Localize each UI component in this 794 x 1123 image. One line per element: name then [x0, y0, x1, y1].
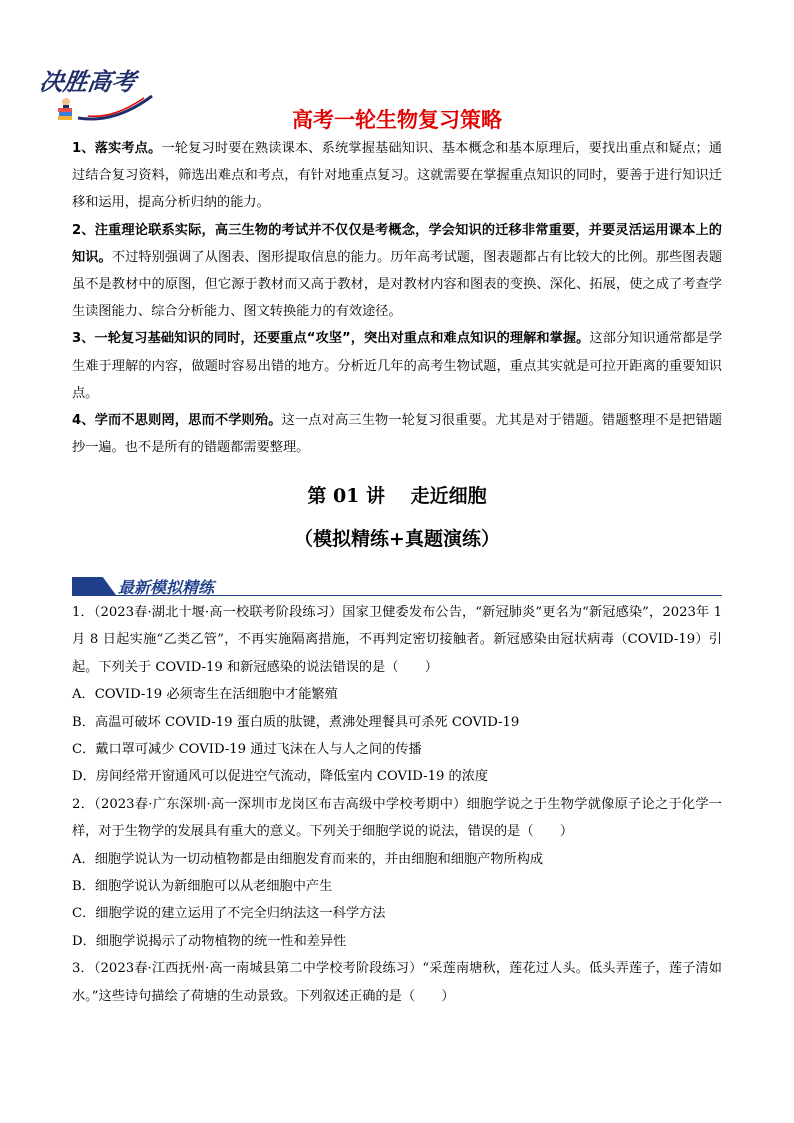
study-tips: [72, 135, 722, 461]
answer-option: C．戴口罩可减少 COVID-19 通过飞沫在人与人之间的传播: [72, 742, 422, 758]
answer-option: A．COVID-19 必须寄生在活细胞中才能繁殖: [72, 687, 338, 703]
document-title: 高考一轮生物复习策略: [292, 108, 502, 132]
lecture-subtitle: （模拟精练+真题演练）: [294, 528, 500, 550]
tip-text: 一轮复习时要在熟读课本、系统掌握基础知识、基本概念和基本原理后，要找出重点和疑点；通过结合复习资料，筛选出难点和考点，有针对地重点复习。这就需要在掌握重点知识的同时，要善于进行知识迁移和运用，提高分析归纳的能力。: [72, 141, 722, 211]
tip-paragraph: [72, 325, 722, 407]
answer-option: C．细胞学说的建立运用了不完全归纳法这一科学方法: [72, 906, 386, 922]
section-header: [72, 575, 732, 597]
logo-text: 决胜高考: [37, 68, 138, 96]
section-bar-decoration: [72, 577, 116, 595]
answer-option: B．细胞学说认为新细胞可以从老细胞中产生: [72, 879, 333, 895]
tip-paragraph: [72, 135, 722, 217]
answer-option: D．细胞学说揭示了动物植物的统一性和差异性: [72, 933, 347, 949]
question-stem: 3．（2023春·江西抚州·高一南城县第二中学校考阶段练习）“采莲南塘秋，莲花过人头。低头弄莲子，莲子清如水。”这些诗句描绘了荷塘的生动景致。下列叙述正确的是（ ）: [72, 961, 722, 1004]
tip-text: 这部分知识通常都是学生难于理解的内容，做题时容易出错的地方。分析近几年的高考生物试题，重点其实就是可拉开距离的重要知识点。: [72, 331, 723, 401]
tip-paragraph: [72, 407, 722, 461]
question-stem: 2．（2023春·广东深圳·高一深圳市龙岗区布吉高级中学校考期中）细胞学说之于生物学就像原子论之于化学一样，对于生物学的发展具有重大的意义。下列关于细胞学说的说法，错误的是（ ）: [72, 796, 722, 840]
tip-heading: 4、学而不思则罔，思而不学则殆。: [72, 413, 282, 429]
tip-text: 这一点对高三生物一轮复习很重要。尤其是对于错题。错题整理不是把错题抄一遍。也不是所有的错题都需要整理。: [72, 413, 722, 456]
question-stem: 1．（2023春·湖北十堰·高一校联考阶段练习）国家卫健委发布公告，“新冠肺炎”更名为“新冠感染”，2023年 1 月 8 日起实施“乙类乙管”，不再实施隔离措施，不再判定密切接触者。新冠感染由冠状病毒（COVID-19）引起。下列关于 COVID-19 和新冠感染的说法错误的是（ ）: [72, 605, 722, 675]
tip-heading: 3、一轮复习基础知识的同时，还要重点“攻坚”，突出对重点和难点知识的理解和掌握。: [72, 331, 590, 347]
answer-option: A．细胞学说认为一切动植物都是由细胞发育而来的，并由细胞和细胞产物所构成: [72, 851, 544, 867]
tip-text: 不过特别强调了从图表、图形提取信息的能力。历年高考试题，图表题都占有比较大的比例。那些图表题虽不是教材中的原图，但它源于教材而又高于教材，是对教材内容和图表的变换、深化、拓展，使之成了考查学生读图能力、综合分析能力、图文转换能力的有效途径。: [72, 249, 723, 320]
question-list: [72, 599, 722, 1010]
tip-heading: 2、注重理论联系实际，高三生物的考试并不仅仅是考概念，学会知识的迁移非常重要，并要灵活运用课本上的知识。: [72, 222, 722, 265]
answer-option: B．高温可破坏 COVID-19 蛋白质的肽键，煮沸处理餐具可杀死 COVID-19: [72, 714, 520, 730]
tip-paragraph: [72, 217, 722, 326]
section-label: 最新模拟精练: [118, 578, 215, 597]
tip-heading: 1、落实考点。: [72, 141, 162, 156]
answer-option: D．房间经常开窗通风可以促进空气流动，降低室内 COVID-19 的浓度: [72, 769, 489, 785]
lecture-title: 第 01 讲 走近细胞: [307, 485, 487, 507]
